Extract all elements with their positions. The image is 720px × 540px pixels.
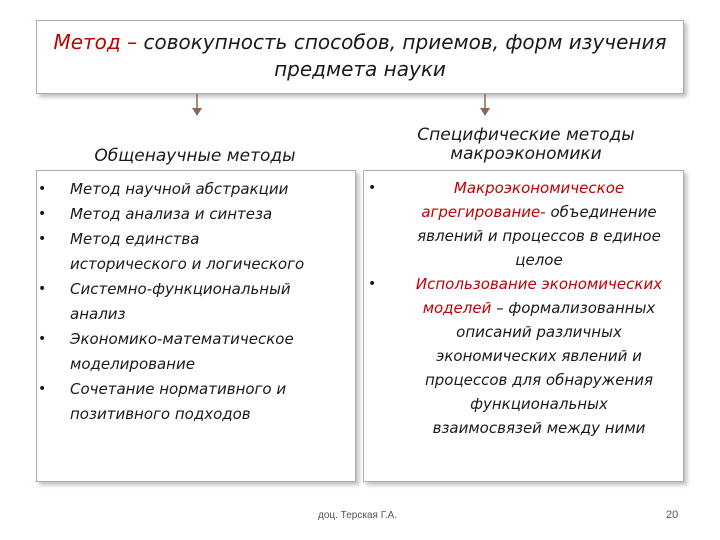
definition-line-2: предмета науки — [274, 57, 446, 81]
general-methods-list — [38, 177, 354, 427]
list-item — [38, 277, 354, 327]
right-heading-line-2: макроэкономики — [450, 144, 602, 164]
macro-methods-list — [368, 176, 680, 440]
list-item — [368, 176, 680, 272]
list-item-line: • Экономико-математическое — [70, 330, 294, 348]
models-desc-line: функциональных — [470, 395, 608, 413]
models-desc-start: – формализованных — [491, 299, 656, 317]
list-item-line: • Сочетание нормативного и — [70, 380, 287, 398]
list-item-line: моделирование — [70, 355, 195, 373]
list-item-line: • Метод единства — [70, 230, 200, 248]
list-item-line: анализ — [70, 305, 126, 323]
definition-term: Метод — [53, 30, 121, 54]
definition-box — [36, 20, 684, 94]
models-desc-line: процессов для обнаружения — [424, 371, 654, 389]
page-number: 20 — [666, 509, 679, 521]
models-desc-line: экономических явлений и — [436, 347, 642, 365]
list-item-line: • Метод научной абстракции — [70, 180, 289, 198]
definition-text: совокупность способов, приемов, форм изучения — [143, 30, 667, 54]
aggregation-desc-line: явлений и процессов в единое — [417, 227, 661, 245]
right-heading — [368, 126, 684, 164]
list-item-line: • Метод анализа и синтеза — [70, 205, 273, 223]
models-term-line-1: • Использование экономических — [415, 275, 663, 293]
aggregation-term-line-2: агрегирование- — [421, 203, 546, 221]
author-footer: доц. Терская Г.А. — [318, 510, 398, 521]
models-line-2 — [398, 296, 680, 320]
definition-line-1 — [37, 29, 683, 56]
aggregation-desc-line: целое — [515, 251, 563, 269]
definition-dash: – — [120, 30, 144, 54]
aggregation-term-line-1: • Макроэкономическое — [453, 179, 625, 197]
models-desc-line: описаний различных — [456, 323, 622, 341]
list-item — [38, 177, 354, 202]
left-arrow-icon — [189, 94, 205, 118]
models-desc-line: взаимосвязей между ними — [432, 419, 646, 437]
right-heading-line-1: Специфические методы — [417, 125, 635, 145]
list-item — [368, 272, 680, 440]
list-item — [38, 377, 354, 427]
list-item-line: исторического и логического — [70, 255, 305, 273]
list-item-line: позитивного подходов — [70, 405, 251, 423]
aggregation-desc-start: объединение — [545, 203, 657, 221]
models-term-line-2: моделей — [422, 299, 492, 317]
aggregation-line-2 — [398, 200, 680, 224]
list-item — [38, 227, 354, 277]
list-item-line: • Системно-функциональный — [70, 280, 291, 298]
left-heading: Общенаучные методы — [94, 146, 296, 166]
list-item — [38, 202, 354, 227]
right-arrow-icon — [477, 94, 493, 118]
list-item — [38, 327, 354, 377]
